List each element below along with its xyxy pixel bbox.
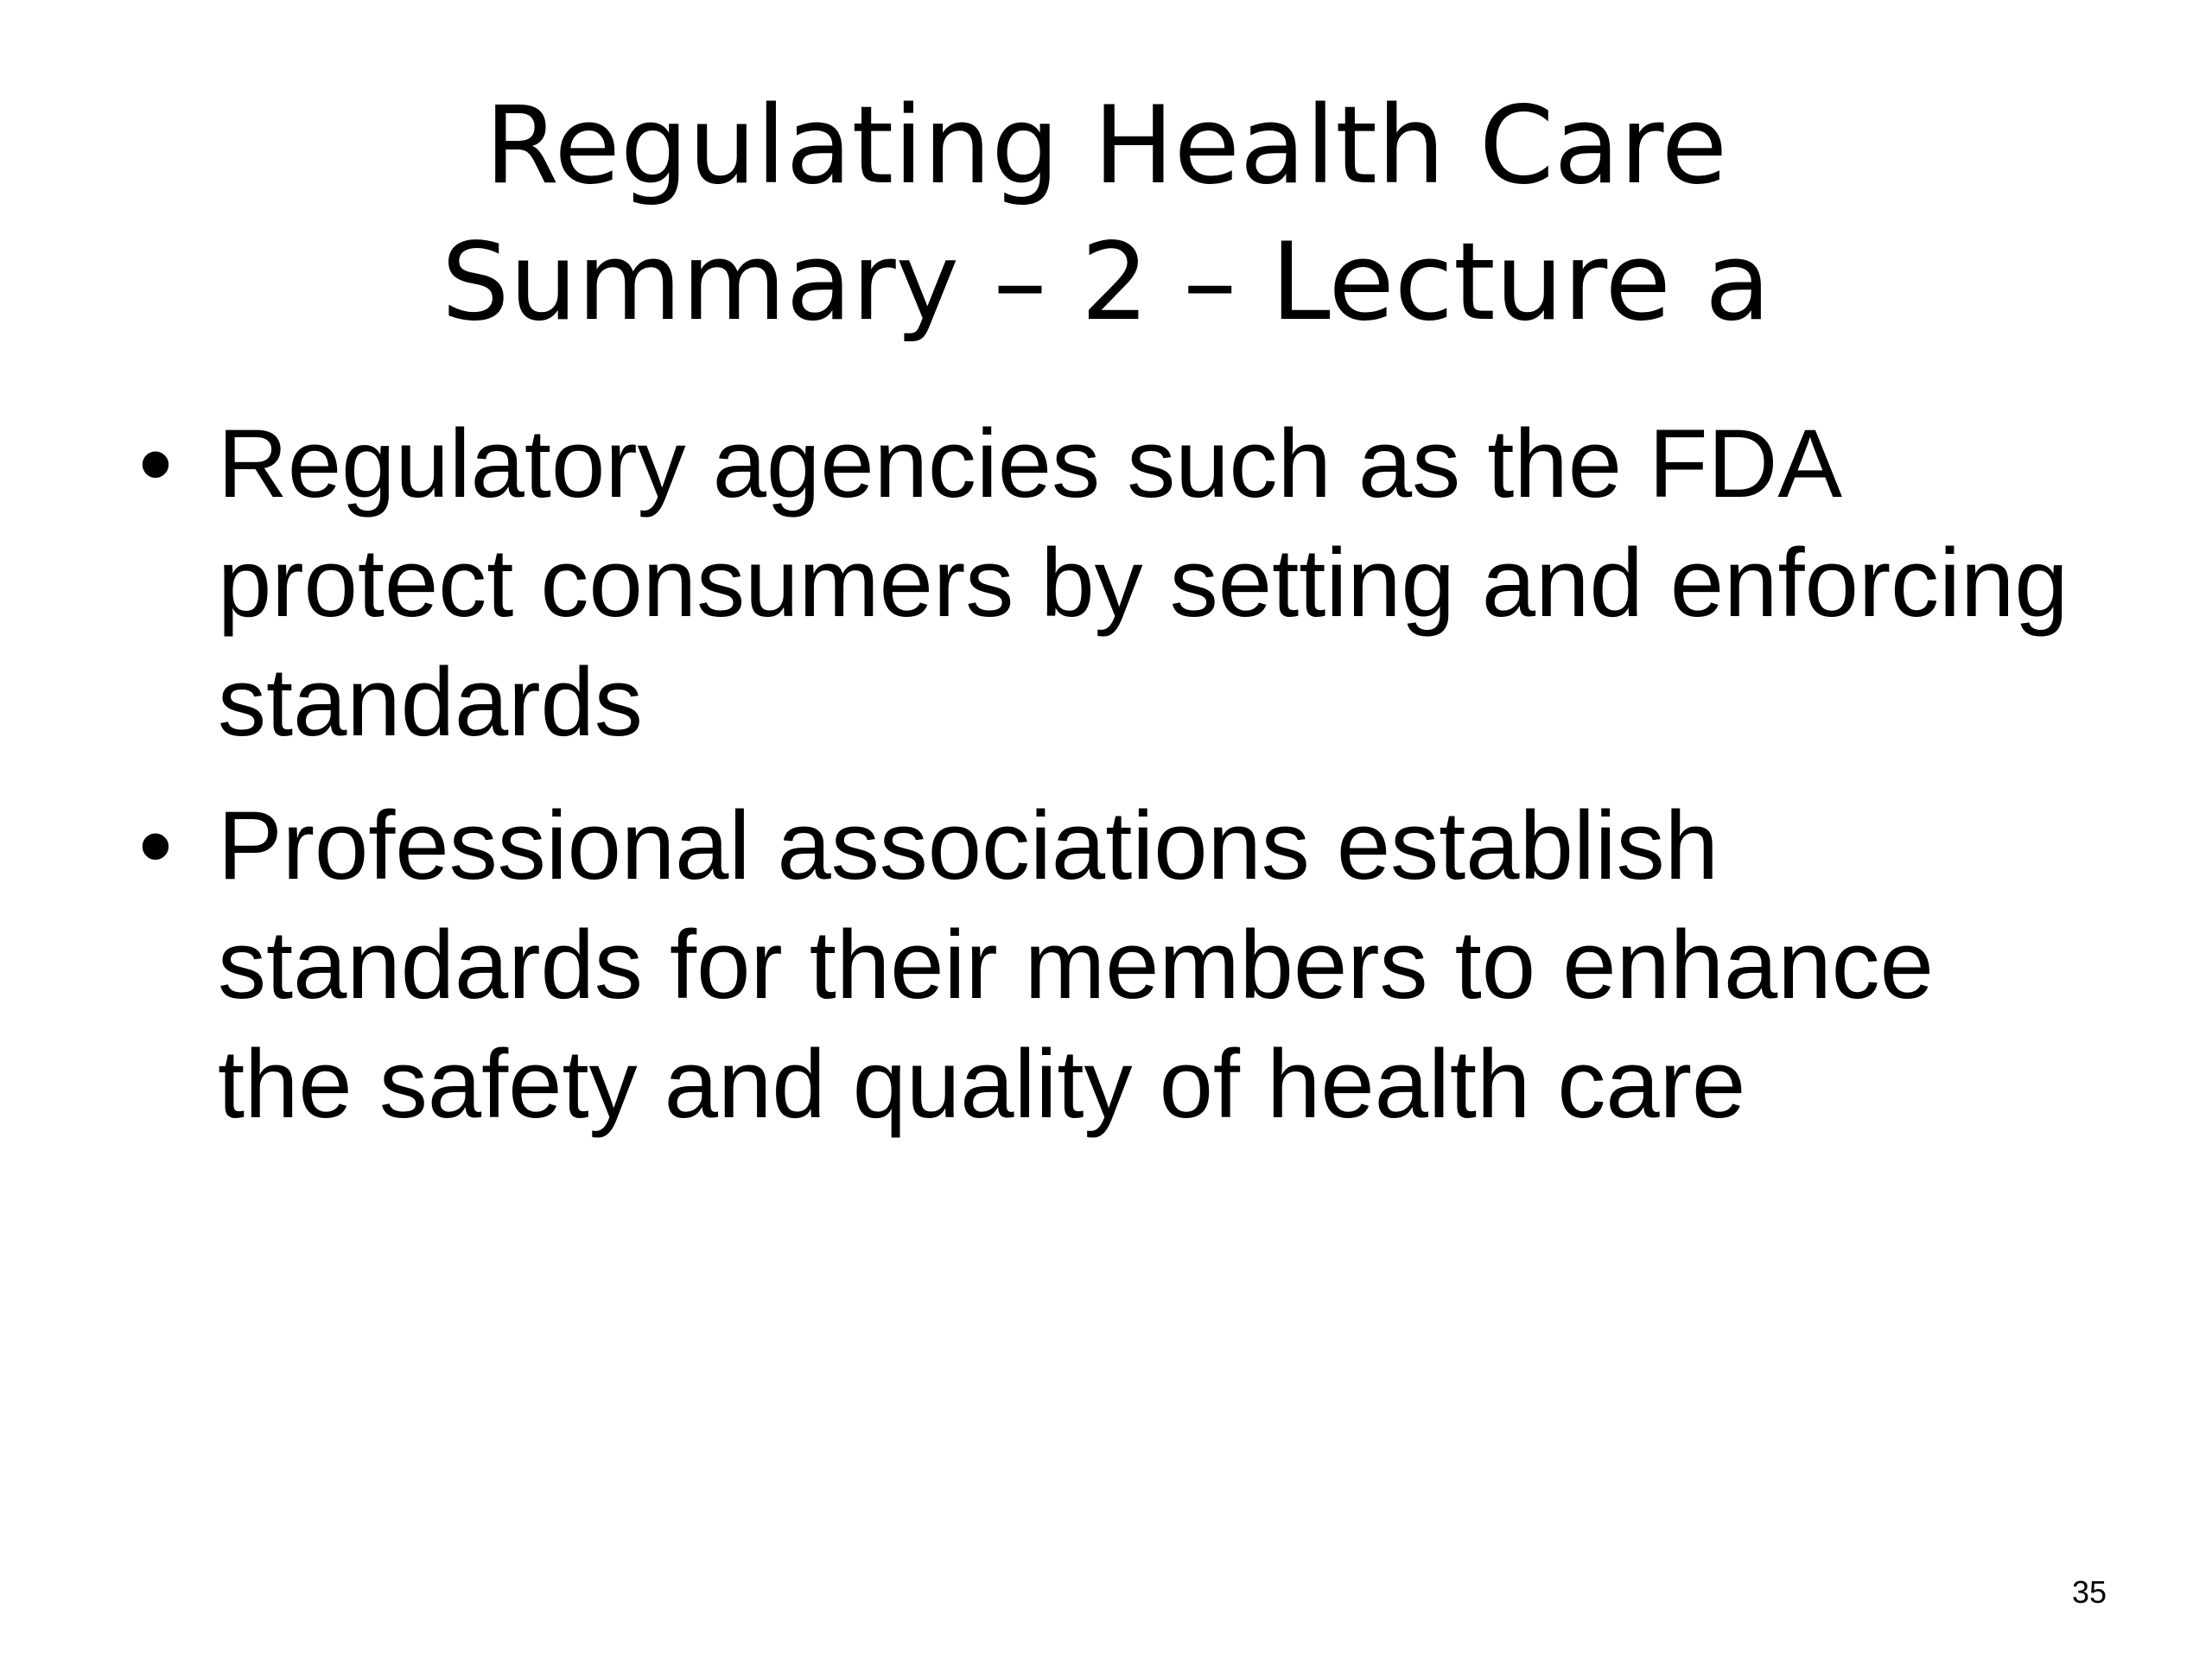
- slide-title: [0, 78, 2212, 351]
- slide-title-line-2: Summary – 2 – Lecture a: [441, 220, 1771, 345]
- page-number: 35: [2071, 1574, 2107, 1610]
- slide-title-line-1: Regulating Health Care: [484, 84, 1728, 208]
- bullet-item: [130, 404, 2074, 762]
- bullet-text: Professional associations establish standards for their members to enhance the safety and quality of health care: [218, 791, 1934, 1138]
- bullet-item: [130, 786, 2074, 1144]
- bullet-text: Regulatory agencies such as the FDA protect consumers by setting and enforcing standards: [218, 410, 2069, 756]
- bullet-dot-icon: •: [138, 791, 173, 899]
- bullet-list: [130, 404, 2074, 1168]
- bullet-dot-icon: •: [138, 410, 173, 518]
